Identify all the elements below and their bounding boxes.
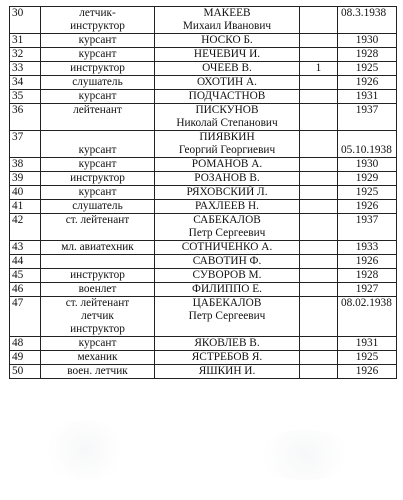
rank-text: ст. лейтенант — [65, 297, 130, 309]
rank-cell — [41, 48, 155, 62]
person-name: РЯХОВСКИЙ Л. — [186, 186, 268, 198]
mark-cell — [300, 34, 338, 48]
rank-cell — [41, 62, 155, 76]
mark-value — [302, 200, 335, 213]
rank-cell — [41, 76, 155, 90]
year-blank — [341, 131, 394, 144]
person-name: Николай Степанович — [176, 117, 278, 129]
rank-text: инструктор — [70, 323, 125, 335]
year-cell — [338, 104, 397, 131]
row-number: 33 — [12, 62, 24, 74]
person-name: ПОДЧАСТНОВ — [188, 90, 266, 102]
rank-blank — [43, 255, 152, 268]
year-cell — [338, 214, 397, 241]
table-row — [10, 214, 397, 241]
table-row — [10, 62, 397, 76]
person-name: ПИСКУНОВ — [195, 104, 259, 116]
table-row — [10, 365, 397, 379]
mark-value — [302, 158, 335, 171]
person-name: СОТНИЧЕНКО А. — [181, 241, 273, 253]
row-number-cell — [10, 34, 41, 48]
rank-text: ст. лейтенант — [65, 214, 130, 226]
table-row — [10, 158, 397, 172]
mark-value — [302, 351, 335, 364]
table-row — [10, 34, 397, 48]
rank-cell — [41, 200, 155, 214]
table-row — [10, 104, 397, 131]
mark-cell — [300, 283, 338, 297]
person-name: САВОТИН Ф. — [192, 255, 262, 267]
row-number: 37 — [12, 131, 24, 143]
mark-value — [302, 214, 335, 227]
rank-text: курсант — [78, 90, 117, 102]
rank-cell — [41, 297, 155, 337]
year-cell — [338, 269, 397, 283]
rank-text: курсант — [78, 144, 117, 156]
name-cell — [155, 34, 300, 48]
year-value: 1925 — [355, 62, 379, 74]
mark-value — [302, 255, 335, 268]
person-name: Петр Сергеевич — [188, 310, 266, 322]
mark-value: 1 — [315, 62, 322, 74]
year-value: 1926 — [355, 365, 379, 377]
row-number-cell — [10, 90, 41, 104]
year-cell — [338, 283, 397, 297]
rank-cell — [41, 131, 155, 158]
mark-value — [302, 34, 335, 47]
table-row — [10, 337, 397, 351]
year-cell — [338, 351, 397, 365]
name-cell — [155, 365, 300, 379]
name-cell — [155, 172, 300, 186]
row-number-cell — [10, 255, 41, 269]
mark-cell — [300, 365, 338, 379]
paper-stain — [250, 430, 360, 480]
row-number-cell — [10, 269, 41, 283]
person-name: ОХОТИН А. — [196, 76, 258, 88]
rank-cell — [41, 158, 155, 172]
name-cell — [155, 158, 300, 172]
year-cell — [338, 62, 397, 76]
rank-cell — [41, 90, 155, 104]
year-cell — [338, 365, 397, 379]
rank-text: инструктор — [70, 62, 125, 74]
table-row — [10, 131, 397, 158]
person-name: РОЗАНОВ В. — [194, 172, 260, 184]
mark-cell — [300, 76, 338, 90]
mark-cell — [300, 131, 338, 158]
row-number: 38 — [12, 158, 24, 170]
row-number-cell — [10, 104, 41, 131]
rank-cell — [41, 269, 155, 283]
row-number-cell — [10, 186, 41, 200]
row-number: 30 — [12, 7, 24, 19]
name-cell — [155, 7, 300, 34]
year-value: 1929 — [355, 172, 379, 184]
table-row — [10, 48, 397, 62]
mark-value — [302, 297, 335, 310]
name-cell — [155, 337, 300, 351]
row-number: 44 — [12, 255, 24, 267]
row-number: 31 — [12, 34, 24, 46]
rank-text: слушатель — [72, 200, 123, 212]
rank-text: летчик- — [79, 7, 116, 19]
rank-cell — [41, 186, 155, 200]
table-row — [10, 186, 397, 200]
name-cell — [155, 76, 300, 90]
person-name: НЕЧЕВИЧ И. — [193, 48, 261, 60]
mark-cell — [300, 186, 338, 200]
person-name: ЦАБЕКАЛОВ — [192, 297, 262, 309]
mark-cell — [300, 337, 338, 351]
rank-text: курсант — [78, 34, 117, 46]
mark-value — [302, 269, 335, 282]
mark-value — [302, 365, 335, 378]
row-number-cell — [10, 337, 41, 351]
mark-cell — [300, 269, 338, 283]
mark-cell — [300, 158, 338, 172]
person-name: ЯКОВЛЕВ В. — [194, 337, 260, 349]
person-name: Петр Сергеевич — [188, 227, 266, 239]
rank-cell — [41, 255, 155, 269]
rank-cell — [41, 172, 155, 186]
year-cell — [338, 255, 397, 269]
mark-value — [302, 104, 335, 117]
person-name: РАХЛЕЕВ Н. — [195, 200, 259, 212]
rank-cell — [41, 34, 155, 48]
person-name: ОЧЕЕВ В. — [202, 62, 252, 74]
year-cell — [338, 34, 397, 48]
person-name: ЯСТРЕБОВ Я. — [191, 351, 263, 363]
person-name: ЯШКИН И. — [198, 365, 256, 377]
year-value: 1925 — [355, 186, 379, 198]
person-name: САБЕКАЛОВ — [193, 214, 261, 226]
name-cell — [155, 104, 300, 131]
mark-value — [302, 76, 335, 89]
name-cell — [155, 283, 300, 297]
row-number-cell — [10, 48, 41, 62]
mark-cell — [300, 62, 338, 76]
year-value: 08.3.1938 — [341, 7, 387, 19]
rank-blank — [43, 131, 152, 144]
rank-text: механик — [77, 351, 118, 363]
rank-text: курсант — [78, 48, 117, 60]
mark-cell — [300, 200, 338, 214]
name-cell — [155, 255, 300, 269]
table-row — [10, 76, 397, 90]
row-number-cell — [10, 76, 41, 90]
table-row — [10, 283, 397, 297]
year-cell — [338, 297, 397, 337]
name-cell — [155, 214, 300, 241]
person-name: ФИЛИППО Е. — [192, 283, 262, 295]
mark-value — [302, 172, 335, 185]
table-row — [10, 351, 397, 365]
row-number: 34 — [12, 76, 24, 88]
rank-cell — [41, 337, 155, 351]
rank-cell — [41, 7, 155, 34]
paper-stain — [40, 420, 130, 480]
rank-cell — [41, 214, 155, 241]
year-cell — [338, 186, 397, 200]
person-name: Георгий Георгиевич — [178, 144, 276, 156]
rank-text: курсант — [78, 186, 117, 198]
rank-cell — [41, 283, 155, 297]
rank-text: курсант — [78, 158, 117, 170]
mark-cell — [300, 351, 338, 365]
table-row — [10, 7, 397, 34]
table-row — [10, 269, 397, 283]
rank-cell — [41, 351, 155, 365]
year-value: 1928 — [355, 269, 379, 281]
year-value: 1925 — [355, 351, 379, 363]
row-number: 43 — [12, 241, 24, 253]
mark-value — [302, 337, 335, 350]
row-number: 36 — [12, 104, 24, 116]
row-number: 41 — [12, 200, 24, 212]
year-value: 08.02.1938 — [341, 297, 392, 309]
row-number-cell — [10, 297, 41, 337]
name-cell — [155, 351, 300, 365]
name-cell — [155, 200, 300, 214]
row-number-cell — [10, 214, 41, 241]
year-cell — [338, 131, 397, 158]
row-number: 39 — [12, 172, 24, 184]
name-cell — [155, 90, 300, 104]
year-value: 1926 — [355, 76, 379, 88]
table-row — [10, 200, 397, 214]
row-number: 48 — [12, 337, 24, 349]
row-number-cell — [10, 200, 41, 214]
year-cell — [338, 48, 397, 62]
year-cell — [338, 172, 397, 186]
rank-text: лейтенант — [73, 104, 122, 116]
name-cell — [155, 62, 300, 76]
name-cell — [155, 297, 300, 337]
row-number-cell — [10, 7, 41, 34]
mark-cell — [300, 90, 338, 104]
row-number-cell — [10, 365, 41, 379]
row-number: 40 — [12, 186, 24, 198]
mark-value — [302, 7, 335, 20]
year-value: 1926 — [355, 200, 379, 212]
mark-cell — [300, 214, 338, 241]
name-blank — [157, 323, 297, 336]
rank-text: воен. летчик — [67, 365, 128, 377]
year-value: 1930 — [355, 34, 379, 46]
person-name: Михаил Иванович — [182, 20, 272, 32]
mark-cell — [300, 297, 338, 337]
name-cell — [155, 48, 300, 62]
row-number-cell — [10, 158, 41, 172]
mark-cell — [300, 172, 338, 186]
year-value: 1933 — [355, 241, 379, 253]
mark-cell — [300, 104, 338, 131]
name-cell — [155, 186, 300, 200]
mark-value — [302, 48, 335, 61]
row-number: 47 — [12, 297, 24, 309]
year-cell — [338, 76, 397, 90]
table-row — [10, 172, 397, 186]
rank-text: курсант — [78, 337, 117, 349]
person-name: НОСКО Б. — [201, 34, 253, 46]
row-number: 50 — [12, 365, 24, 377]
mark-value — [302, 283, 335, 296]
row-number: 42 — [12, 214, 24, 226]
year-cell — [338, 241, 397, 255]
row-number: 32 — [12, 48, 24, 60]
year-value: 1930 — [355, 158, 379, 170]
rank-text: военлет — [78, 283, 117, 295]
year-value: 1937 — [355, 214, 379, 226]
table-row — [10, 241, 397, 255]
mark-cell — [300, 255, 338, 269]
row-number-cell — [10, 62, 41, 76]
year-value: 1931 — [355, 90, 379, 102]
personnel-table — [9, 6, 397, 379]
row-number: 46 — [12, 283, 24, 295]
name-cell — [155, 241, 300, 255]
person-name: РОМАНОВ А. — [191, 158, 263, 170]
year-value: 1927 — [355, 283, 379, 295]
row-number-cell — [10, 283, 41, 297]
year-cell — [338, 200, 397, 214]
rank-text: инструктор — [70, 172, 125, 184]
rank-cell — [41, 104, 155, 131]
mark-cell — [300, 7, 338, 34]
rank-blank — [43, 117, 152, 130]
rank-text: инструктор — [70, 269, 125, 281]
rank-text: слушатель — [72, 76, 123, 88]
year-value: 1937 — [355, 104, 379, 116]
rank-cell — [41, 365, 155, 379]
row-number-cell — [10, 131, 41, 158]
year-value: 1926 — [355, 255, 379, 267]
row-number: 49 — [12, 351, 24, 363]
table-row — [10, 90, 397, 104]
mark-cell — [300, 241, 338, 255]
year-value: 1928 — [355, 48, 379, 60]
rank-cell — [41, 241, 155, 255]
rank-text: инструктор — [70, 20, 125, 32]
year-value: 05.10.1938 — [341, 144, 392, 156]
row-number: 45 — [12, 269, 24, 281]
mark-value — [302, 186, 335, 199]
row-number-cell — [10, 351, 41, 365]
year-cell — [338, 337, 397, 351]
year-cell — [338, 90, 397, 104]
mark-value — [302, 131, 335, 144]
row-number: 35 — [12, 90, 24, 102]
name-cell — [155, 131, 300, 158]
name-cell — [155, 269, 300, 283]
rank-blank — [43, 227, 152, 240]
rank-text: летчик — [81, 310, 114, 322]
person-name: МАКЕЕВ — [203, 7, 251, 19]
mark-cell — [300, 48, 338, 62]
table-row — [10, 255, 397, 269]
year-cell — [338, 7, 397, 34]
year-value: 1931 — [355, 337, 379, 349]
row-number-cell — [10, 241, 41, 255]
personnel-table-body — [10, 7, 397, 379]
person-name: СУВОРОВ М. — [192, 269, 262, 281]
person-name: ПИЯВКИН — [199, 131, 255, 143]
rank-text: мл. авиатехник — [61, 241, 134, 253]
year-cell — [338, 158, 397, 172]
mark-value — [302, 90, 335, 103]
row-number-cell — [10, 172, 41, 186]
mark-value — [302, 241, 335, 254]
table-row — [10, 297, 397, 337]
